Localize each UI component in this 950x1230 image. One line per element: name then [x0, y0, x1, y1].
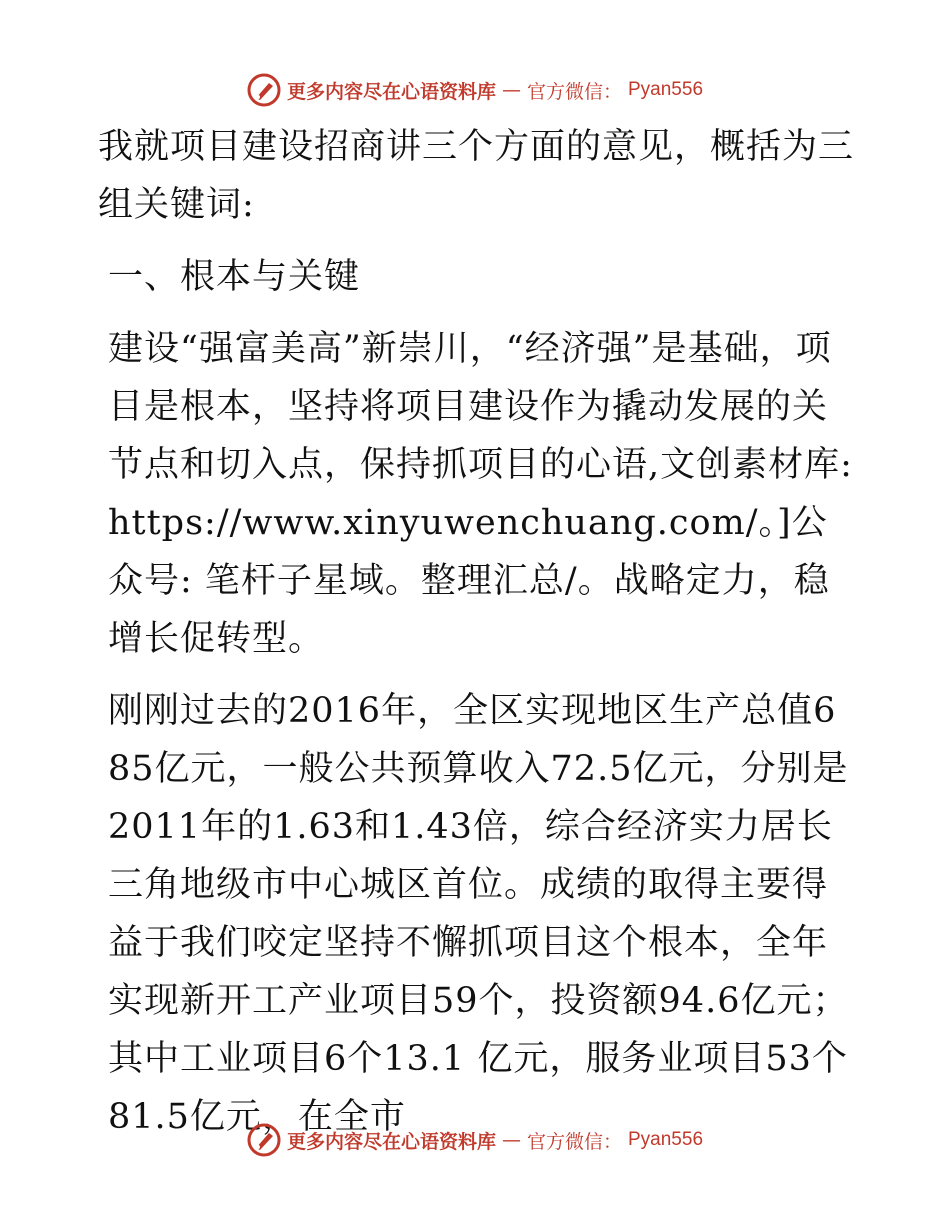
paragraph-results: 刚刚过去的2016年，全区实现地区生产总值685亿元，一般公共预算收入72.5亿元，分别是2011年的1.63和1.43倍，综合经济实力居长三角地级市中心城区首位。成绩的取得主要得益于我们咬定坚持不懈抓项目这个根本，全年实现新开工产业项目59个，投资额94.6亿元；其中工业项目6个13.1 亿元，服务业项目53个81.5亿元，在全市: [108, 691, 849, 1137]
watermark-dash: —: [501, 79, 521, 101]
document-body: [98, 118, 858, 1160]
watermark-sub-text: 官方微信：: [526, 80, 622, 103]
paragraph-intro: 我就项目建设招商讲三个方面的意见，概括为三组关键词:: [98, 127, 855, 225]
watermark-wechat-id: Pyan556: [628, 79, 704, 100]
watermark-main-text: 更多内容尽在心语资料库: [286, 1130, 496, 1153]
paragraph-foundation: 建设“强富美高”新崇川，“经济强”是基础，项目是根本，坚持将项目建设作为撬动发展的关节点和切入点，保持抓项目的心语,文创素材库: https://www.xinyuwenchuang.com/。]公众号: 笔杆子星域。整理汇总/。战略定力，稳增长促转型。: [108, 329, 853, 659]
watermark-brand: [247, 73, 703, 107]
pen-logo-icon: [247, 1123, 281, 1157]
section-heading: 一、根本与关键: [108, 257, 361, 297]
pen-logo-icon: [247, 73, 281, 107]
watermark-dash: —: [501, 1129, 521, 1151]
watermark-wechat-id: Pyan556: [628, 1129, 704, 1150]
header-watermark: [0, 70, 950, 110]
watermark-brand-footer: [247, 1123, 703, 1157]
watermark-sub-text: 官方微信：: [526, 1130, 622, 1153]
watermark-main-text: 更多内容尽在心语资料库: [286, 80, 496, 103]
footer-watermark: [0, 1120, 950, 1160]
